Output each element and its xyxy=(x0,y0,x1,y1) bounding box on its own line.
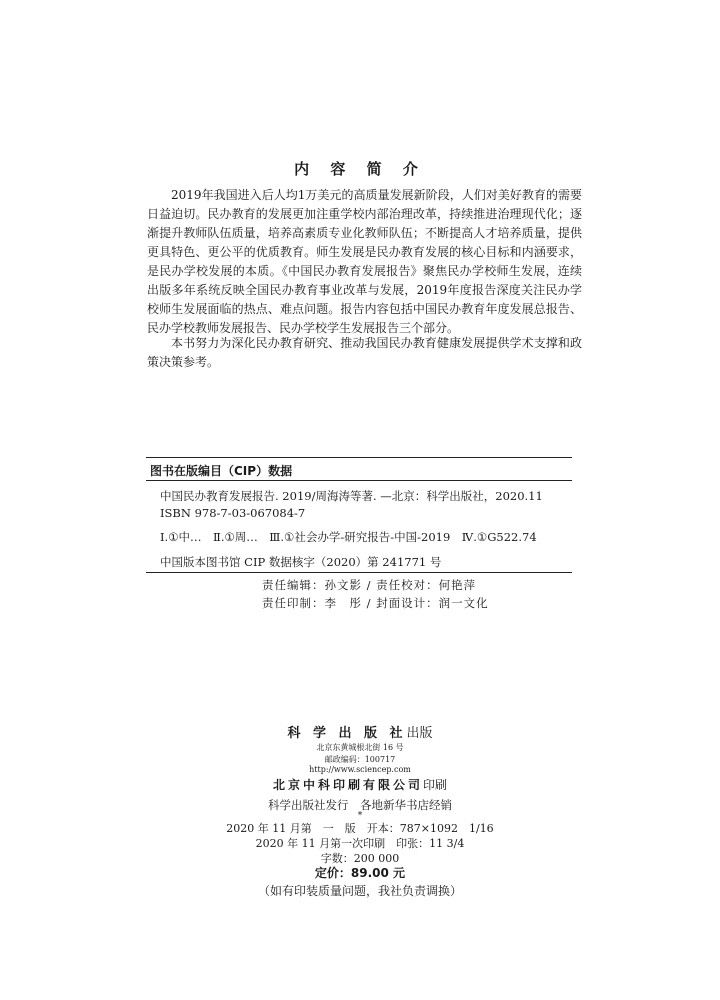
publisher-postcode: 邮政编码：100717 xyxy=(324,755,396,764)
edition-line-2: 2020 年 11 月第一次印刷 印张：11 3/4 xyxy=(255,837,465,850)
cip-top-rule xyxy=(146,457,572,458)
publisher-address: 北京东黄城根北街 16 号 xyxy=(316,743,404,752)
publisher-name xyxy=(0,722,720,741)
edition-line-1: 2020 年 11 月第 一 版 开本：787×1092 1/16 xyxy=(226,822,494,835)
price: 定价：89.00 元 xyxy=(314,866,406,880)
cip-heading: 图书在版编目（CIP）数据 xyxy=(150,464,293,478)
cip-line-isbn: ISBN 978-7-03-067084-7 xyxy=(160,506,306,520)
publisher-suffix: 出版 xyxy=(406,726,433,741)
printer-name xyxy=(0,776,720,793)
quality-notice: （如有印装质量问题，我社负责调换） xyxy=(257,884,462,898)
publisher-url: http://www.sciencep.com xyxy=(309,765,411,774)
editors-line-1: 责任编辑：孙文影 / 责任校对：何艳萍 xyxy=(262,578,477,592)
separator-star: * xyxy=(357,811,363,821)
distribution-line: 科学出版社发行 各地新华书店经销 xyxy=(268,798,452,812)
summary-title: 内 容 简 介 xyxy=(294,160,426,178)
cip-bottom-rule xyxy=(146,572,572,573)
cip-heading-rule xyxy=(146,480,572,481)
cip-line-record: 中国版本图书馆 CIP 数据核字（2020）第 241771 号 xyxy=(160,555,442,569)
summary-paragraph-1: 2019年我国进入后人均1万美元的高质量发展新阶段，人们对美好教育的需要日益迫切。民办教育的发展更加注重学校内部治理改革，持续推进治理现代化；逐渐提升教师队伍质量，培养高素质专业化教师队伍；不断提高人才培养质量，提供更具特色、更公平的优质教育。师生发展是民办教育发展的核心目标和内涵要求，是民办学校发展的本质。《中国民办教育发展报告》聚焦民办学校师生发展，连续出版多年系统反映全国民办教育事业改革与发展，2019年度报告深度关注民办学校师生发展面临的热点、难点问题。报告内容包括中国民办教育年度发展总报告、民办学校教师发展报告、民办学校学生发展报告三个部分。 xyxy=(147,188,582,335)
publisher-name-text: 科 学 出 版 社 xyxy=(287,726,407,741)
summary-paragraph-2: 本书努力为深化民办教育研究、推动我国民办教育健康发展提供学术支撑和政策决策参考。 xyxy=(147,336,582,369)
editors-line-2: 责任印制：李 彤 / 封面设计：润一文化 xyxy=(262,596,489,610)
cip-line-classification: Ⅰ.①中… Ⅱ.①周… Ⅲ.①社会办学-研究报告-中国-2019 Ⅳ.①G522.74 xyxy=(160,530,537,544)
printer-name-text: 北京中科印刷有限公司 xyxy=(272,778,423,792)
cip-line-title: 中国民办教育发展报告. 2019/周海涛等著. —北京：科学出版社，2020.11 xyxy=(160,489,543,503)
word-count: 字数：200 000 xyxy=(320,852,400,865)
printer-suffix: 印刷 xyxy=(423,778,448,792)
